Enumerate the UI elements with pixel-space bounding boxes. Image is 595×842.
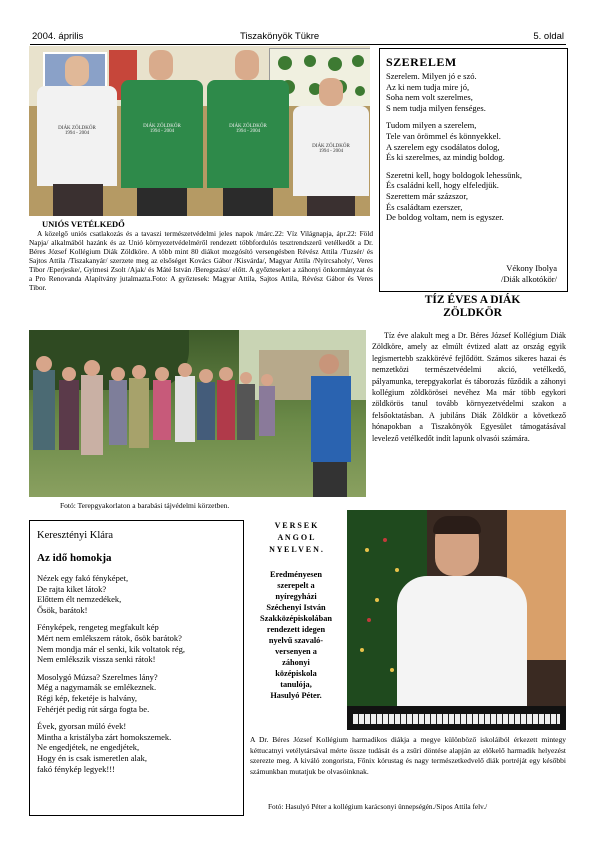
versek-heading: V E R S E K A N G O L N Y E L V E N . — [269, 521, 323, 554]
student-4 — [293, 78, 369, 216]
idohomok-poem: Nézek egy fakó fényképet, De rajta kiket látok? Előttem élt nemzedékek, Ősök, barátok! Fényképek, rengeteg megfakult kép Mért nem emlékszem rátok, ősök barátok? Nem mondja már el senki, kik voltatok rég, Nem emlékszik vissza senki rátok! Mosolygó Múzsa? Szerelmes lány? Még a nagymamák se emlékeznek. Régi kép, feketéje is halvány, Fehérjét pedig rút sárga fogta be. Évek, gyorsan múló évek! Mintha a kristályba zárt homokszemek. Ne engedjétek, ne engedjétek, Hogy én is csak ismeretlen alak, fakó fénykép legyek!!! — [37, 573, 186, 774]
keyboard — [347, 706, 566, 730]
pianist-body — [397, 576, 527, 706]
tiz-eves-text: Tíz éve alakult meg a Dr. Béres József Kollégium Diák Zöldköre, amely az elmúlt évtized alatt az ország egyik legismertebb szakkörévé fejlődött. Számos sikeres hazai és nemzetközi természetvédelmi akció, vetélkedő, pályamunka, terepgyakorlat és táborozás fűződik a záhonyi kollégium zöldkörösei nevéhez Ma már több egykori zöldkörös tanul tovább környezetvédelmi szakon a felsőoktatásban. A jubiláns Diák Zöldkör a következő hónapokban a Tiszakönyök Egyesület támogatásával levelező vetélkedőt indít lapunk olvasói számára. — [372, 331, 566, 443]
newspaper-title: Tiszakönyök Tükre — [240, 31, 320, 42]
page-header — [30, 31, 566, 45]
hasulyo-text: A Dr. Béres József Kollégium harmadikos diákja a megye különböző iskoláiból érkezett mintegy kéttucatnyi vetélytársával mérte össze tudását és a zsűri döntése alapján az előkelő harmadik helyezést szerezte meg. A kiváló zongorista, Főnix kórustag és nagy természetkedvelő diák portréját egy későbbi számunkban mutatjuk be olvasóinknak. — [250, 735, 566, 776]
idohomok-box — [29, 520, 244, 816]
pianist-photo — [347, 510, 566, 730]
shirt-text: DIÁK ZÖLDKÖR 1994 - 2004 — [143, 124, 181, 134]
szerelem-poem: Szerelem. Milyen jó e szó. Az ki nem tudja mire jó, Soha nem volt szerelmes, S nem tudja milyen fenséges. Tudom milyen a szerelem, Tele van örömmel és könnyekkel. A szerelem egy csodálatos dolog, És ki szerelmes, az mindig boldog. Szeretni kell, hogy boldogok lehessünk, És családni kell, hogy elfeledjük. Szerettem már százszor, És családtam ezerszer, De boldog voltam, nem is egyszer. — [386, 71, 522, 223]
winners-photo — [29, 46, 370, 216]
hasulyo-caption: Fotó: Hasulyó Péter a kollégium karácsonyi ünnepségén./Sipos Attila felv./ — [268, 802, 488, 811]
field-trip-caption: Fotó: Terepgyakorlaton a barabási tájvédelmi körzetben. — [60, 501, 230, 510]
unios-title: UNIÓS VETÉLKEDŐ — [42, 219, 125, 229]
student-3 — [207, 50, 289, 216]
versek-text: Eredményesen szerepelt a nyíregyházi Széchenyi István Szakközépiskolában rendezett idegen nyelvű szavaló- versenyen a záhonyi középiskola tanulója, Hasulyó Péter. — [260, 570, 332, 700]
tiz-eves-title: TÍZ ÉVES A DIÁK ZÖLDKÖR — [424, 294, 521, 319]
idohomok-title: Az idő homokja — [37, 552, 112, 564]
group-of-students — [29, 350, 366, 497]
szerelem-author: Vékony Ibolya /Diák alkotókör/ — [501, 263, 557, 284]
unios-text: A közelgő uniós csatlakozás és a tavaszi természetvédelmi jeles napok /márc.22: Víz Világnapja, ápr.22: Föld Napja/ alkalmából hazánk és az Unió környezetvédelméről rendezett többfordulós tesztrendszerű vetélkedőt a Dr. Béres József Kollégium Diák Zöldköre. A több mint 80 diákot mozgósító versengésben Révész Attila /Tuzsér/ és Sajtos Attila /Tiszakanyár/ szerzete meg az elsőséget Kovács Gábor /Kisvárda/, Magyar Attila /Nyírcsaholy/, Veres Tibor /Eperjeske/, Gyimesi Zsolt /Ajak/ és Máté István /Beregszász/ előtt. A győzteseket a záhonyi önkormányzat és a Pro Renovanda Alapítvány jutalmazta.Foto: A győztesek: Magyar Attila, Sajtos Attila, Révész Gábor és Veres Tibor. — [29, 229, 373, 292]
szerelem-box — [379, 48, 568, 292]
shirt-text: DIÁK ZÖLDKÖR 1994 - 2004 — [229, 124, 267, 134]
issue-date: 2004. április — [32, 31, 84, 42]
student-1 — [37, 56, 117, 216]
shirt-text: DIÁK ZÖLDKÖR 1994 - 2004 — [312, 144, 350, 154]
idohomok-author: Keresztényi Klára — [37, 530, 114, 541]
student-2 — [121, 50, 203, 216]
szerelem-title: SZERELEM — [386, 55, 457, 69]
shirt-text: DIÁK ZÖLDKÖR 1994 - 2004 — [58, 126, 96, 136]
page-number: 5. oldal — [533, 31, 564, 42]
field-trip-photo — [29, 330, 366, 497]
